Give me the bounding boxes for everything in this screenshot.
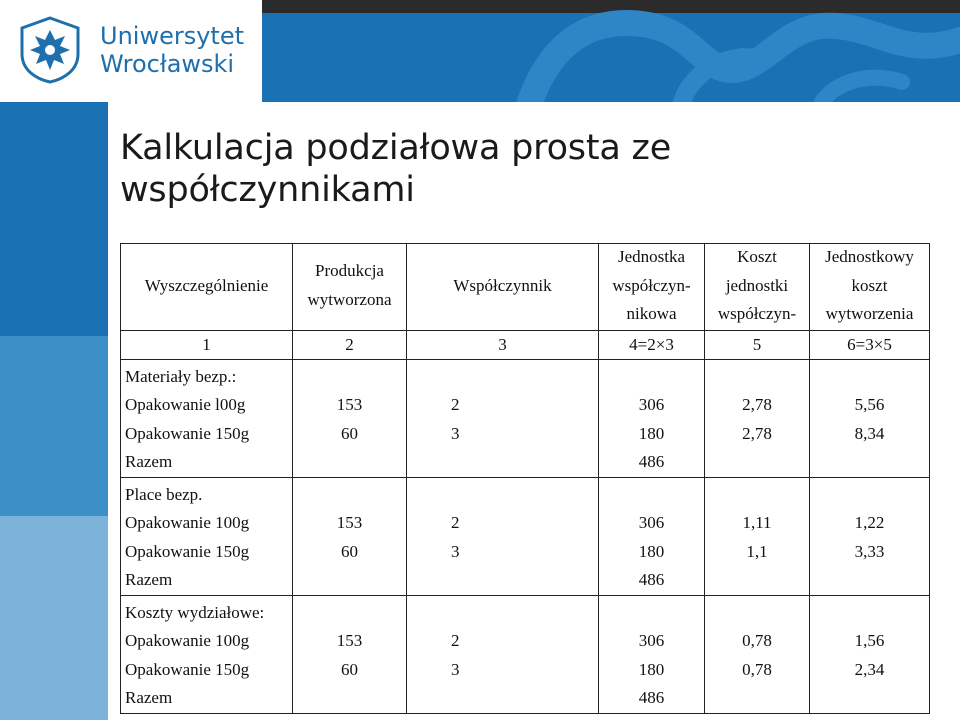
banner-decoration [262,0,960,102]
header-produkcja [293,244,407,331]
jednostka-value: 180 [638,541,665,561]
header-koszt-jednostki [705,244,810,331]
section-label-cell [121,595,293,713]
wspolczynnik-value [451,599,598,628]
jednostkowy-koszt-value-cell [810,595,930,713]
produkcja-value: 153 [336,631,363,650]
header-wspolczynnik [407,244,599,331]
wspolczynnik-value: 3 [451,659,460,679]
logo-text-line1: Uniwersytet [100,22,244,50]
university-emblem-icon [18,16,82,84]
header-text: wytworzona [307,289,392,309]
logo-text-line2: Wrocławski [100,50,235,78]
column-number: 5 [705,330,810,359]
jednostka-value-cell [599,595,705,713]
produkcja-value-cell [293,595,407,713]
header-wyszczegolnienie [121,244,293,331]
wspolczynnik-value [451,363,598,392]
produkcja-value: 60 [341,541,358,561]
wspolczynnik-value: 2 [451,513,460,532]
jednostka-value [599,481,704,510]
column-number: 2 [293,330,407,359]
produkcja-value-cell [293,477,407,595]
column-number: 1 [121,330,293,359]
wspolczynnik-value-cell [407,359,599,477]
jednostka-value [599,363,704,392]
jednostka-value: 306 [638,395,665,414]
jednostka-value: 306 [638,631,665,650]
jednostka-value: 180 [638,659,665,679]
column-number-row [121,330,930,359]
header-text: Wyszczególnienie [144,275,269,295]
koszt-value-cell [705,595,810,713]
logo[interactable] [0,0,262,102]
jednostkowy-koszt-value [810,363,929,392]
header-jednostka [599,244,705,331]
wspolczynnik-value-cell [407,477,599,595]
jednostka-value: 486 [638,570,665,589]
section-label: Koszty wydziałowe: [125,602,265,622]
section-label: Materiały bezp.: [125,366,237,386]
jednostka-value-cell [599,477,705,595]
section-label: Opakowanie 100g [125,631,250,650]
wspolczynnik-value [451,566,598,595]
side-stripe-mid [0,336,108,516]
wspolczynnik-value: 2 [451,395,460,414]
produkcja-value: 60 [341,659,358,679]
wspolczynnik-value-cell [407,595,599,713]
wspolczynnik-value: 3 [451,423,460,443]
header-text: koszt [851,275,888,295]
cost-calculation-table [120,243,930,714]
jednostkowy-koszt-value-cell [810,477,930,595]
header-text: Koszt [737,247,777,266]
koszt-value: 2,78 [742,423,772,443]
jednostka-value [599,599,704,628]
side-stripe-light [0,516,108,720]
wspolczynnik-value [451,684,598,713]
jednostka-value: 180 [638,423,665,443]
jednostkowy-koszt-value: 8,34 [854,423,885,443]
side-stripe-dark [0,102,108,336]
produkcja-value-cell [293,359,407,477]
jednostka-value-cell [599,359,705,477]
produkcja-value [293,566,406,595]
section-label: Opakowanie l00g [125,395,246,414]
table-section-row [121,477,930,595]
jednostkowy-koszt-value: 1,22 [854,513,885,532]
table-body [121,359,930,713]
koszt-value [705,363,809,392]
koszt-value: 0,78 [742,659,772,679]
koszt-value: 1,11 [742,513,772,532]
jednostka-value: 486 [638,688,665,707]
jednostkowy-koszt-value: 3,33 [854,541,885,561]
koszt-value: 1,1 [746,541,768,561]
header-text: Produkcja [315,261,384,281]
jednostkowy-koszt-value [810,448,929,477]
wspolczynnik-value [451,448,598,477]
column-number: 4=2×3 [599,330,705,359]
header-jednostkowy-koszt [810,244,930,331]
produkcja-value: 153 [336,513,363,532]
koszt-value: 2,78 [742,395,772,414]
koszt-value: 0,78 [742,631,772,650]
koszt-value [705,599,809,628]
jednostkowy-koszt-value: 5,56 [854,395,885,414]
koszt-value-cell [705,359,810,477]
table-section-row [121,359,930,477]
header-text: nikowa [626,304,677,323]
table-section-row [121,595,930,713]
slide-title-line2: współczynnikami [120,170,415,210]
jednostka-value: 306 [638,513,665,532]
jednostkowy-koszt-value [810,599,929,628]
produkcja-value: 153 [336,395,363,414]
section-label: Opakowanie 150g [125,541,250,561]
section-label: Razem [125,452,173,471]
produkcja-value [293,448,406,477]
jednostkowy-koszt-value [810,566,929,595]
header-text: jednostki [725,275,789,295]
jednostkowy-koszt-value [810,684,929,713]
produkcja-value [293,599,406,628]
section-label-cell [121,477,293,595]
wspolczynnik-value: 2 [451,631,460,650]
table-header-row [121,244,930,331]
column-number: 3 [407,330,599,359]
header-text: Jednostka [617,247,686,266]
section-label: Opakowanie 150g [125,659,250,679]
section-label: Opakowanie 100g [125,513,250,532]
header-text: Jednostkowy [825,247,914,266]
produkcja-value [293,363,406,392]
koszt-value [705,684,809,713]
jednostkowy-koszt-value: 2,34 [854,659,885,679]
jednostkowy-koszt-value-cell [810,359,930,477]
jednostka-value: 486 [638,452,665,471]
slide-title-line1: Kalkulacja podziałowa prosta ze [120,128,672,168]
section-label: Razem [125,570,173,589]
wspolczynnik-value: 3 [451,541,460,561]
header-text: współczyn- [717,304,797,323]
slide-title [120,127,671,211]
koszt-value-cell [705,477,810,595]
column-number: 6=3×5 [810,330,930,359]
header-text: wytworzenia [825,304,914,323]
koszt-value [705,448,809,477]
header-text: współczyn- [612,275,691,295]
jednostkowy-koszt-value: 1,56 [854,631,885,650]
section-label: Opakowanie 150g [125,423,250,443]
produkcja-value [293,684,406,713]
section-label: Razem [125,688,173,707]
header-text: Współczynnik [453,275,552,295]
koszt-value [705,481,809,510]
section-label: Place bezp. [125,484,203,504]
produkcja-value [293,481,406,510]
produkcja-value: 60 [341,423,358,443]
section-label-cell [121,359,293,477]
header-banner [0,0,960,102]
wspolczynnik-value [451,481,598,510]
koszt-value [705,566,809,595]
jednostkowy-koszt-value [810,481,929,510]
